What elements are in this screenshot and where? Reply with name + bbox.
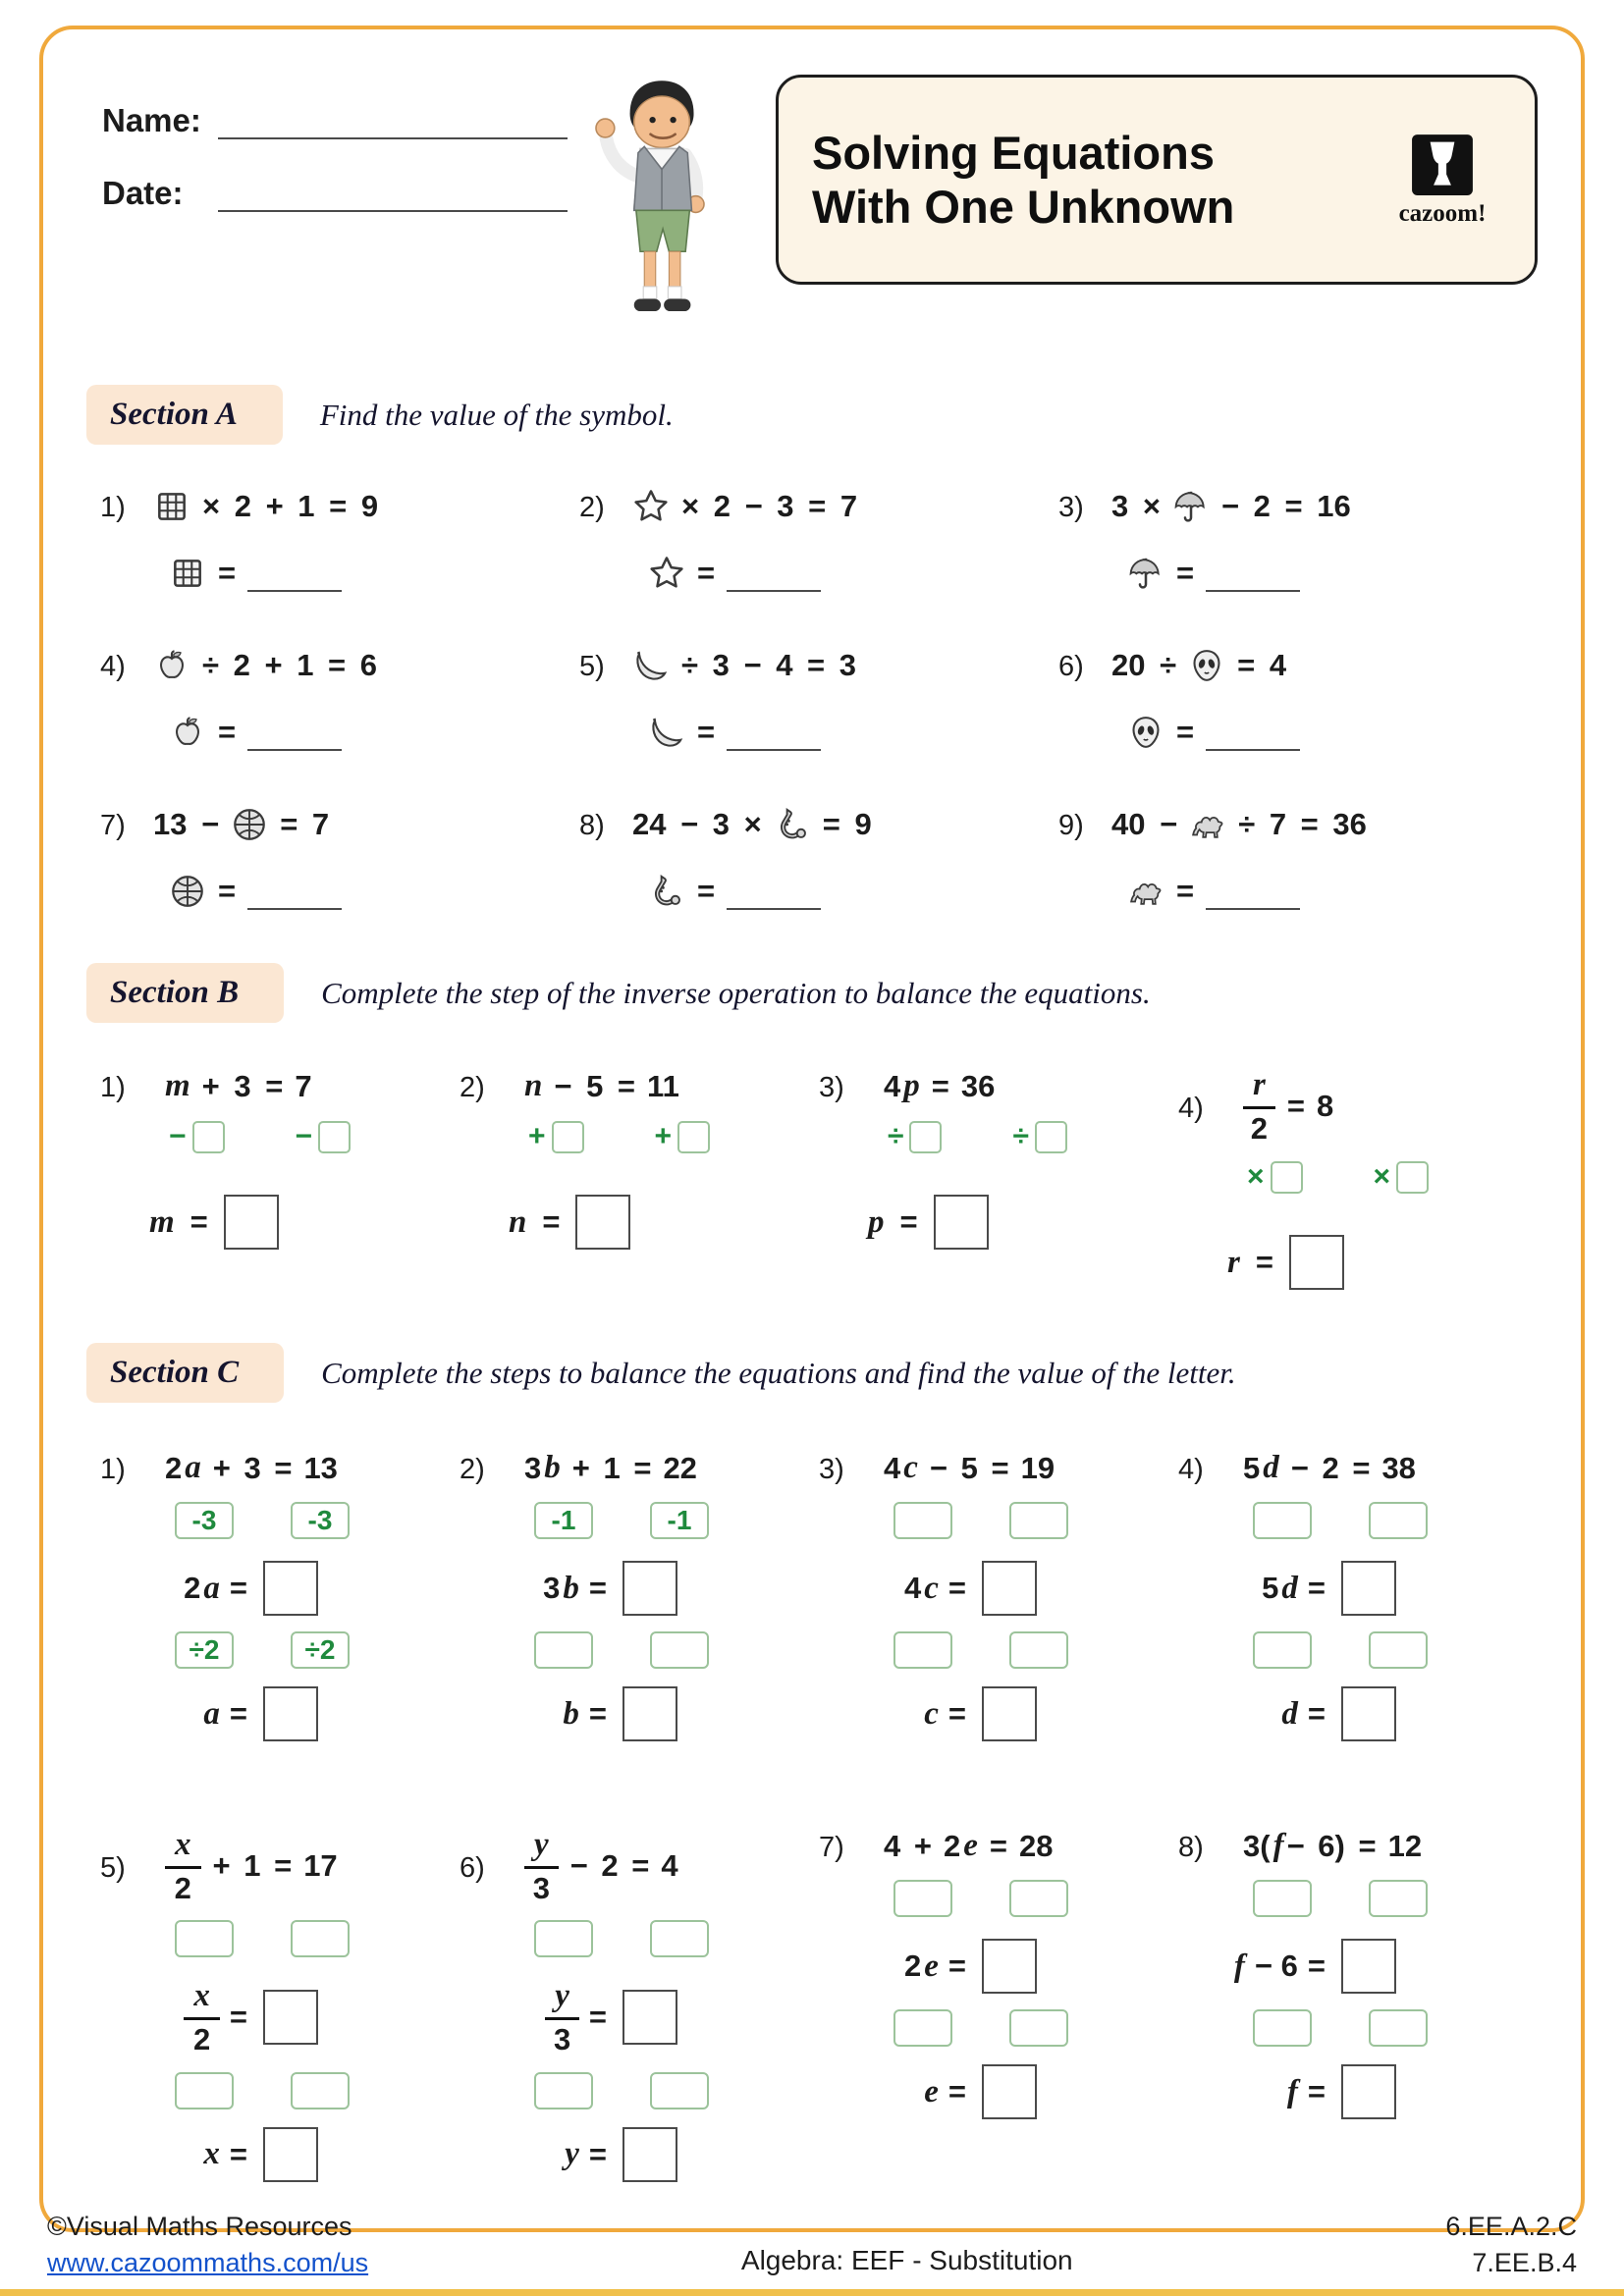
problem-c4	[1178, 1450, 1538, 1741]
problem-number: 4)	[1178, 1454, 1204, 1486]
operation-sign: ×	[1373, 1160, 1391, 1194]
inverse-step-row	[1247, 1160, 1538, 1194]
standard-code-1: 6.EE.A.2.C	[1445, 2212, 1577, 2242]
answer-box[interactable]	[263, 2127, 318, 2182]
step-box[interactable]	[1253, 1880, 1312, 1917]
final-line: e =	[819, 2064, 1178, 2119]
section-a-instruction: Find the value of the symbol.	[319, 397, 674, 432]
problem-c7	[819, 1828, 1178, 2181]
final-line: c =	[819, 1686, 1178, 1741]
answer-line: =	[1127, 714, 1300, 751]
step-box[interactable]	[893, 1631, 952, 1669]
inverse-step-row	[534, 2072, 819, 2109]
answer-box[interactable]	[263, 1561, 318, 1616]
step-box[interactable]	[1035, 1121, 1067, 1153]
final-line: f =	[1178, 2064, 1538, 2119]
answer-box[interactable]	[1341, 1561, 1396, 1616]
star-icon	[648, 555, 685, 592]
intermediate-line: 5 d =	[1178, 1561, 1538, 1616]
banana-icon	[632, 647, 670, 684]
equation: 8) 3( f − 6) = 12	[1178, 1828, 1423, 1864]
intermediate-line: 2 a =	[100, 1561, 460, 1616]
operation-sign: −	[295, 1120, 313, 1152]
waffle-grid-icon	[153, 488, 190, 525]
equation: 3) 4 c − 5 = 19	[819, 1450, 1056, 1486]
footer-credits	[47, 2209, 368, 2280]
equation: 4) 5 d − 2 = 38	[1178, 1450, 1416, 1486]
worksheet-title-box	[776, 75, 1538, 285]
inverse-step-row	[175, 1631, 460, 1669]
equation: × 2 − 3 = 7	[632, 488, 857, 525]
cartoon-boy-illustration	[573, 75, 748, 332]
step-box[interactable]	[1369, 2009, 1428, 2047]
answer-line: n =	[509, 1195, 819, 1250]
problem-a8	[579, 806, 1058, 910]
umbrella-icon	[1127, 555, 1164, 592]
problem-a6	[1058, 647, 1538, 751]
step-box[interactable]	[1369, 1631, 1428, 1669]
step-box[interactable]	[552, 1121, 584, 1153]
step-box[interactable]	[318, 1121, 351, 1153]
step-box[interactable]	[1271, 1161, 1303, 1194]
operation-sign: −	[169, 1120, 187, 1152]
step-box[interactable]	[893, 1880, 952, 1917]
answer-blank[interactable]	[727, 877, 821, 910]
final-line: a =	[100, 1686, 460, 1741]
equation: 24 − 3 × = 9	[632, 807, 872, 841]
problem-c5	[100, 1828, 460, 2181]
inverse-step-row	[893, 1502, 1178, 1539]
equation: 1) 2 a + 3 = 13	[100, 1450, 338, 1486]
problem-a5	[579, 647, 1058, 751]
problem-number: 5)	[579, 651, 605, 682]
problem-c6	[460, 1828, 819, 2181]
intermediate-line: 4 c =	[819, 1561, 1178, 1616]
equation: 1) m + 3 = 7	[100, 1068, 312, 1103]
problem-number: 6)	[1058, 651, 1084, 682]
inverse-step-row	[1253, 1631, 1538, 1669]
umbrella-icon	[1172, 488, 1210, 525]
cazoom-logo-text: cazoom!	[1398, 199, 1487, 227]
operation-sign: +	[528, 1120, 546, 1152]
problem-a4	[100, 647, 579, 751]
equation: ÷ 3 − 4 = 3	[632, 647, 856, 684]
answer-box[interactable]	[263, 1686, 318, 1741]
answer-box[interactable]	[575, 1195, 630, 1250]
basketball-icon	[231, 806, 268, 843]
answer-line: p =	[868, 1195, 1178, 1250]
fraction: $\frac{x}{2}$	[165, 1828, 201, 1904]
inverse-step-row	[1253, 1880, 1538, 1917]
step-box[interactable]	[909, 1121, 942, 1153]
step-box[interactable]	[534, 1920, 593, 1957]
website-link[interactable]: www.cazoommaths.com/us	[47, 2247, 369, 2277]
inverse-step-row	[534, 1631, 819, 1669]
page-footer	[47, 2209, 1577, 2280]
inverse-step-row	[893, 1631, 1178, 1669]
answer-box[interactable]	[224, 1195, 279, 1250]
alien-icon	[1127, 714, 1164, 751]
operation-sign: ÷	[1012, 1120, 1029, 1152]
equation: 13 − = 7	[153, 807, 330, 841]
problem-number: 1)	[100, 1072, 126, 1103]
equation: ÷ 2 + 1 = 6	[153, 647, 377, 684]
problem-number: 7)	[100, 810, 126, 841]
answer-box[interactable]	[982, 1686, 1037, 1741]
problem-number: 3)	[1058, 492, 1084, 523]
step-box[interactable]	[192, 1121, 225, 1153]
step-box[interactable]	[677, 1121, 710, 1153]
copyright-text: ©Visual Maths Resources	[47, 2212, 352, 2242]
step-box[interactable]: -1	[650, 1502, 709, 1539]
inverse-step-row	[893, 1880, 1178, 1917]
step-box[interactable]: ÷2	[291, 1631, 350, 1669]
answer-blank[interactable]	[247, 718, 342, 751]
section-b-header	[86, 963, 1538, 1023]
step-box[interactable]	[893, 2009, 952, 2047]
step-box[interactable]	[893, 1502, 952, 1539]
answer-blank[interactable]	[1206, 877, 1300, 910]
step-box[interactable]	[1009, 1880, 1068, 1917]
problem-a1	[100, 488, 579, 592]
waffle-grid-icon	[169, 555, 206, 592]
inverse-step-row	[175, 2072, 460, 2109]
date-input-line[interactable]	[218, 177, 568, 212]
answer-line: =	[1127, 555, 1351, 592]
final-line: b =	[460, 1686, 819, 1741]
section-c-header	[86, 1343, 1538, 1403]
worksheet-header	[86, 75, 1538, 332]
intermediate-line: f − 6 =	[1178, 1939, 1538, 1994]
problem-b2	[460, 1068, 819, 1290]
name-date-block	[102, 102, 593, 332]
answer-box[interactable]	[623, 1990, 677, 2045]
answer-blank[interactable]	[727, 559, 821, 592]
star-icon	[632, 488, 670, 525]
step-box[interactable]	[291, 1920, 350, 1957]
answer-blank[interactable]	[1206, 718, 1300, 751]
camel-icon	[1127, 873, 1164, 910]
problem-number: 8)	[1178, 1832, 1204, 1864]
answer-box[interactable]	[263, 1990, 318, 2045]
problem-c8	[1178, 1828, 1538, 2181]
answer-line: =	[169, 555, 378, 592]
footer-topic: Algebra: EEF - Substitution	[740, 2245, 1073, 2275]
problem-number: 3)	[819, 1072, 844, 1103]
problem-number: 2)	[460, 1072, 485, 1103]
answer-box[interactable]	[982, 1939, 1037, 1994]
fraction: $\frac{y}{3}$	[524, 1828, 559, 1904]
step-box[interactable]	[175, 2072, 234, 2109]
answer-line: m =	[149, 1195, 460, 1250]
cazoom-logo-icon	[1410, 133, 1475, 197]
apple-icon	[153, 647, 190, 684]
saxophone-icon	[648, 873, 685, 910]
step-box[interactable]	[1253, 2009, 1312, 2047]
inverse-step-row	[1253, 1502, 1538, 1539]
problem-number: 3)	[819, 1454, 844, 1486]
inverse-step-row	[1253, 2009, 1538, 2047]
worksheet-page	[39, 26, 1585, 2182]
bottom-accent-bar	[0, 2289, 1624, 2296]
operation-sign: ÷	[888, 1120, 904, 1152]
equation: 6) $\frac{y}{3}$ − 2 = 4	[460, 1827, 678, 1905]
step-box[interactable]	[650, 2072, 709, 2109]
section-a-problems	[100, 488, 1538, 910]
name-label: Name:	[102, 102, 201, 138]
answer-blank[interactable]	[1206, 559, 1300, 592]
answer-line: =	[169, 873, 342, 910]
equation: 3) 4 p = 36	[819, 1068, 996, 1103]
problem-a7	[100, 806, 579, 910]
answer-box[interactable]	[623, 1561, 677, 1616]
banana-icon	[648, 714, 685, 751]
answer-box[interactable]	[1341, 1686, 1396, 1741]
equation: 40 − ÷ 7 = 36	[1111, 807, 1367, 841]
problem-number: 4)	[1178, 1092, 1204, 1124]
intermediate-line: $\frac{y}{3}$ =	[460, 1979, 819, 2056]
problem-number: 2)	[579, 492, 605, 523]
standard-code-2: 7.EE.B.4	[1472, 2247, 1577, 2277]
step-box[interactable]	[291, 2072, 350, 2109]
problem-b3	[819, 1068, 1178, 1290]
problem-number: 4)	[100, 651, 126, 682]
basketball-icon	[169, 873, 206, 910]
equation: 20 ÷ = 4	[1111, 648, 1287, 682]
intermediate-line: $\frac{x}{2}$ =	[100, 1979, 460, 2056]
step-box[interactable]	[650, 1631, 709, 1669]
section-c-instruction: Complete the steps to balance the equations and find the value of the letter.	[321, 1355, 1236, 1390]
answer-line: =	[169, 714, 377, 751]
step-box[interactable]	[534, 2072, 593, 2109]
step-box[interactable]	[1009, 2009, 1068, 2047]
inverse-step-row	[534, 1920, 819, 1957]
inverse-step-row	[893, 2009, 1178, 2047]
page-title	[812, 126, 1383, 235]
equation: 2) 3 b + 1 = 22	[460, 1450, 697, 1486]
step-box[interactable]: -3	[175, 1502, 234, 1539]
section-a-header	[86, 385, 1538, 445]
answer-box[interactable]	[982, 1561, 1037, 1616]
operation-sign: +	[654, 1120, 673, 1152]
answer-box[interactable]	[1289, 1235, 1344, 1290]
inverse-step-row	[169, 1120, 460, 1153]
problem-a3	[1058, 488, 1538, 592]
problem-number: 6)	[460, 1851, 485, 1884]
answer-blank[interactable]	[727, 718, 821, 751]
cazoom-logo	[1383, 133, 1501, 228]
inverse-step-row	[888, 1120, 1178, 1153]
inverse-step-row	[528, 1120, 819, 1153]
problem-c1	[100, 1450, 460, 1741]
intermediate-line: 3 b =	[460, 1561, 819, 1616]
date-row	[102, 175, 593, 212]
problem-number: 5)	[100, 1851, 126, 1884]
problem-number: 2)	[460, 1454, 485, 1486]
step-box[interactable]	[1009, 1631, 1068, 1669]
problem-a2	[579, 488, 1058, 592]
answer-line: =	[648, 555, 857, 592]
section-b-problems	[100, 1068, 1538, 1290]
final-line: x =	[100, 2127, 460, 2182]
answer-box[interactable]	[934, 1195, 989, 1250]
step-box[interactable]: -1	[534, 1502, 593, 1539]
title-line-1: Solving Equations	[812, 126, 1215, 179]
problem-c3	[819, 1450, 1178, 1741]
equation: 5) $\frac{x}{2}$ + 1 = 17	[100, 1827, 338, 1905]
answer-line: r =	[1227, 1235, 1538, 1290]
step-box[interactable]: ÷2	[175, 1631, 234, 1669]
answer-box[interactable]	[1341, 1939, 1396, 1994]
problem-b1	[100, 1068, 460, 1290]
problem-a9	[1058, 806, 1538, 910]
problem-number: 7)	[819, 1832, 844, 1864]
fraction: $\frac{r}{2}$	[1243, 1068, 1275, 1145]
section-a-badge: Section A	[86, 385, 283, 445]
problem-number: 8)	[579, 810, 605, 841]
answer-box[interactable]	[623, 2127, 677, 2182]
step-box[interactable]	[1396, 1161, 1429, 1194]
section-b-instruction: Complete the step of the inverse operation to balance the equations.	[321, 975, 1151, 1010]
equation: 3 × − 2 = 16	[1111, 489, 1351, 523]
intermediate-line: 2 e =	[819, 1939, 1178, 1994]
step-box[interactable]	[1369, 1880, 1428, 1917]
problem-number: 1)	[100, 1454, 126, 1486]
step-box[interactable]	[650, 1920, 709, 1957]
operation-sign: ×	[1247, 1160, 1265, 1194]
answer-blank[interactable]	[247, 559, 342, 592]
inverse-step-row	[534, 1502, 819, 1539]
step-box[interactable]	[534, 1631, 593, 1669]
step-box[interactable]: -3	[291, 1502, 350, 1539]
answer-line: =	[1127, 873, 1367, 910]
date-label: Date:	[102, 175, 184, 211]
inverse-step-row	[175, 1502, 460, 1539]
equation: 7) 4 + 2 e = 28	[819, 1828, 1054, 1864]
footer-standards	[1445, 2209, 1577, 2280]
answer-box[interactable]	[623, 1686, 677, 1741]
answer-box[interactable]	[1341, 2064, 1396, 2119]
answer-blank[interactable]	[247, 877, 342, 910]
equation: 4) $\frac{r}{2}$ = 8	[1178, 1067, 1334, 1146]
camel-icon	[1189, 806, 1226, 843]
problem-c2	[460, 1450, 819, 1741]
final-line: y =	[460, 2127, 819, 2182]
name-row	[102, 102, 593, 139]
final-line: d =	[1178, 1686, 1538, 1741]
step-box[interactable]	[1369, 1502, 1428, 1539]
inverse-step-row	[175, 1920, 460, 1957]
equation: × 2 + 1 = 9	[153, 488, 378, 525]
step-box[interactable]	[1253, 1631, 1312, 1669]
alien-icon	[1188, 647, 1225, 684]
apple-icon	[169, 714, 206, 751]
title-line-2: With One Unknown	[812, 181, 1235, 233]
saxophone-icon	[774, 806, 811, 843]
problem-number: 9)	[1058, 810, 1084, 841]
name-input-line[interactable]	[218, 104, 568, 139]
problem-b4	[1178, 1068, 1538, 1290]
section-b-badge: Section B	[86, 963, 284, 1023]
equation: 2) n − 5 = 11	[460, 1068, 679, 1103]
step-box[interactable]	[1253, 1502, 1312, 1539]
answer-box[interactable]	[982, 2064, 1037, 2119]
step-box[interactable]	[175, 1920, 234, 1957]
section-c-badge: Section C	[86, 1343, 284, 1403]
answer-line: =	[648, 873, 872, 910]
problem-number: 1)	[100, 492, 126, 523]
section-c-problems	[100, 1450, 1538, 2181]
step-box[interactable]	[1009, 1502, 1068, 1539]
answer-line: =	[648, 714, 856, 751]
